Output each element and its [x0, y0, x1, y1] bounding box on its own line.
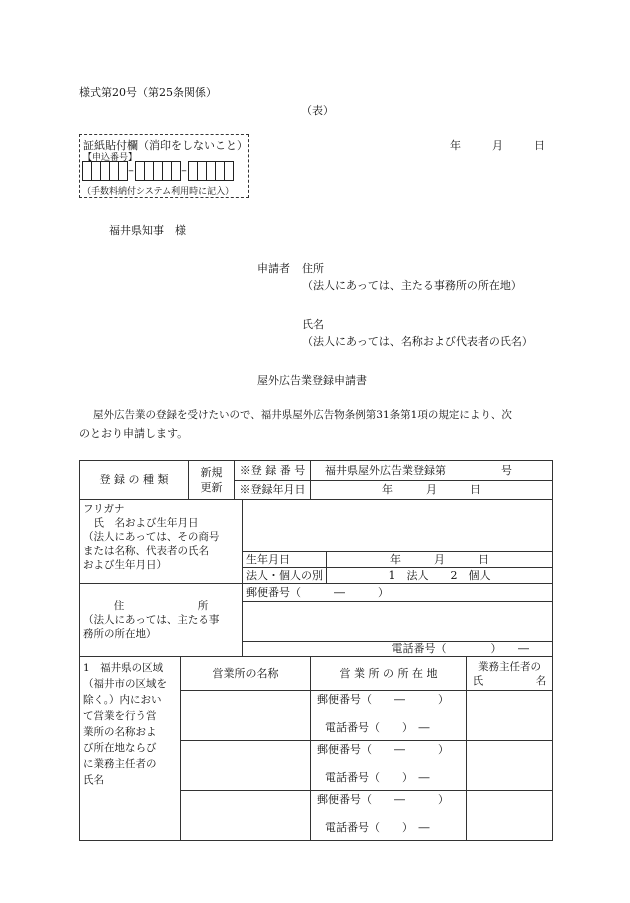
birth-date-label: 生年月日	[243, 552, 327, 568]
registration-table	[79, 460, 553, 841]
office-phone-2[interactable]: 電話番号（ ） ―	[325, 771, 430, 784]
applicant-address-note: （法人にあっては、主たる事務所の所在地）	[302, 279, 522, 292]
entity-type-label: 法人・個人の別	[243, 568, 327, 584]
registration-type-options[interactable]	[189, 461, 235, 500]
registration-type-label: 登 録 の 種 類	[80, 461, 189, 500]
office-postal-2[interactable]: 郵便番号（ ― ）	[317, 743, 449, 756]
office-address-field-2[interactable]	[311, 741, 467, 791]
address-field[interactable]	[243, 602, 553, 642]
applicant-name-label: 氏名	[302, 318, 324, 331]
name-field[interactable]	[243, 500, 553, 552]
office-name-field-3[interactable]	[181, 791, 311, 841]
manager-header: 業務主任者の 氏 名	[467, 657, 553, 691]
applicant-label: 申請者	[257, 262, 290, 275]
office-address-field-3[interactable]	[311, 791, 467, 841]
office-address-header: 営 業 所 の 所 在 地	[311, 657, 467, 691]
manager-field-1[interactable]	[467, 691, 553, 741]
form-number: 様式第20号（第25条関係）	[79, 86, 217, 99]
registration-number-label: ※登 録 番 号	[235, 461, 311, 481]
addressee: 福井県知事 様	[109, 224, 186, 237]
side-label: （表）	[301, 104, 334, 117]
address-section-label: 住 所 （法人にあっては、主たる事 務所の所在地）	[80, 584, 243, 657]
phone-field[interactable]: 電話番号（ ） ―	[389, 642, 553, 657]
office-section-label: 1 福井県の区域 （福井市の区域を 除く。）内におい て営業を行う営 業所の名称およ び所在地ならび に業務主任者の 氏名	[80, 657, 181, 841]
office-phone-1[interactable]: 電話番号（ ） ―	[325, 721, 430, 734]
office-name-field-1[interactable]	[181, 691, 311, 741]
application-number-boxes[interactable]: – –	[82, 161, 233, 181]
date-line: 年 月 日	[450, 139, 548, 152]
postal-code-field[interactable]: 郵便番号（ ― ）	[243, 584, 553, 602]
application-number-label: 【申込番号】	[83, 153, 138, 163]
new-option[interactable]: 新規	[200, 466, 223, 479]
office-address-field-1[interactable]	[311, 691, 467, 741]
renewal-option[interactable]: 更新	[200, 481, 223, 494]
applicant-address-label: 住所	[302, 262, 324, 275]
manager-field-2[interactable]	[467, 741, 553, 791]
body-text-line-2: のとおり申請します。	[79, 427, 189, 440]
body-text-line-1: 屋外広告業の登録を受けたいので、福井県屋外広告物条例第31条第1項の規定により、次	[93, 409, 512, 421]
office-name-header: 営業所の名称	[181, 657, 311, 691]
entity-type-options[interactable]: 1 法人 2 個人	[327, 568, 553, 584]
birth-date-value[interactable]: 年 月 日	[327, 552, 553, 568]
document-title: 屋外広告業登録申請書	[257, 374, 367, 387]
phone-spacer	[243, 642, 389, 657]
stamp-title: 証紙貼付欄（消印をしないこと）	[83, 139, 248, 152]
office-postal-3[interactable]: 郵便番号（ ― ）	[317, 793, 449, 806]
office-phone-3[interactable]: 電話番号（ ） ―	[325, 821, 430, 834]
applicant-name-note: （法人にあっては、名称および代表者の氏名）	[302, 335, 533, 348]
registration-date-value[interactable]: 年 月 日	[311, 481, 553, 500]
office-name-field-2[interactable]	[181, 741, 311, 791]
registration-number-value[interactable]: 福井県屋外広告業登録第 号	[311, 461, 553, 481]
registration-date-label: ※登録年月日	[235, 481, 311, 500]
stamp-note: （手数料納付システム利用時に記入）	[82, 187, 235, 197]
name-section-label: フリガナ 氏 名および生年月日 （法人にあっては、その商号 または名称、代表者の氏名 および生年月日）	[80, 500, 243, 584]
office-postal-1[interactable]: 郵便番号（ ― ）	[317, 693, 449, 706]
manager-field-3[interactable]	[467, 791, 553, 841]
